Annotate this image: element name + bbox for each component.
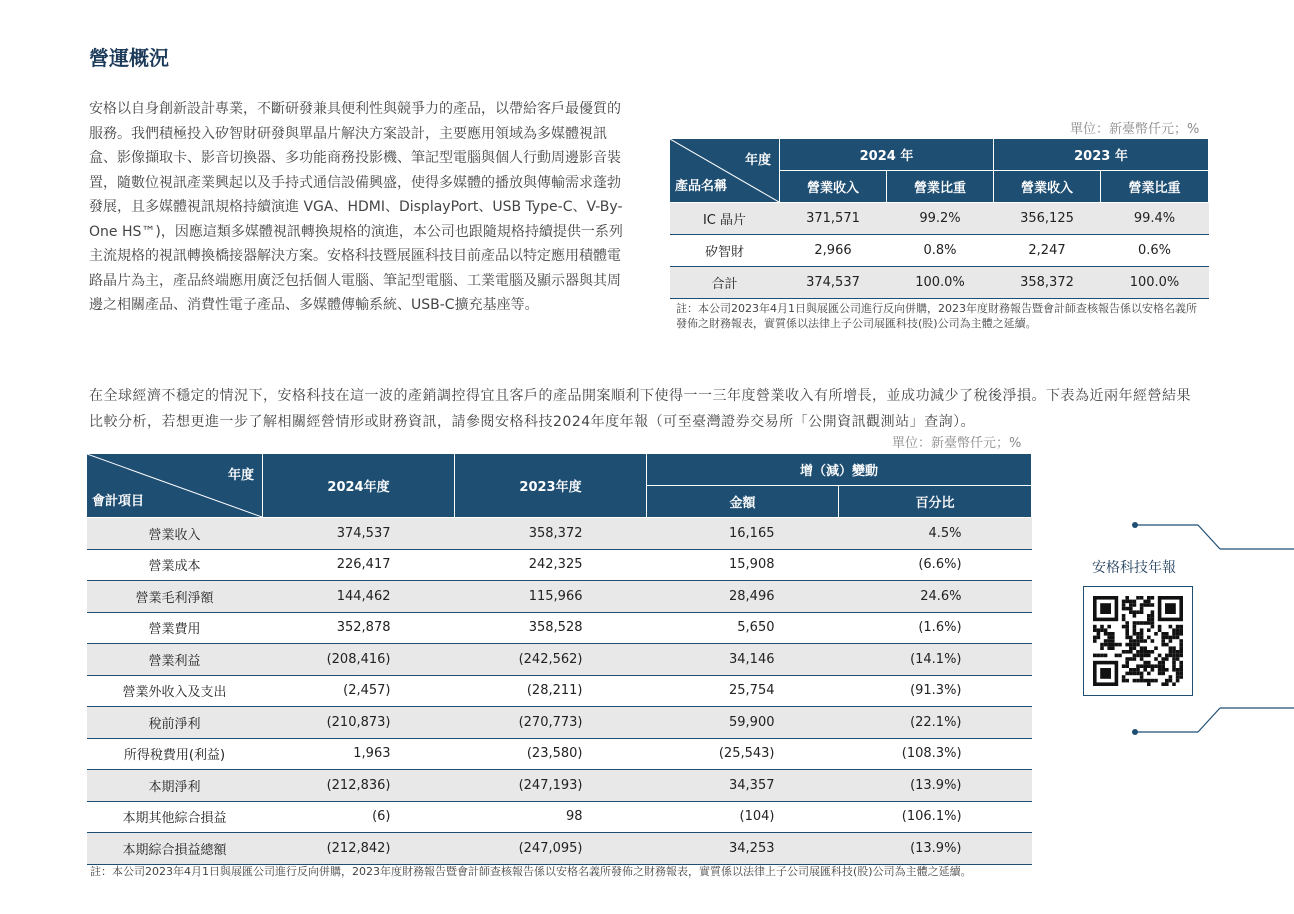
revenue-table-note: 註：本公司2023年4月1日與展匯公司進行反向併購，2023年度財務報告暨會計師查核報告係以安格名義所發佈之財務報表，實質係以法律上子公司展匯科技(股)公司為主體之延續。 <box>676 302 1197 330</box>
change-percent: (14.1%) <box>839 644 1032 676</box>
annual-report-qr-link[interactable] <box>1083 586 1193 696</box>
table-row <box>87 549 1032 581</box>
change-amount: (25,543) <box>647 738 839 770</box>
table-row <box>87 833 1032 865</box>
table-row <box>87 801 1032 833</box>
value-2023: (28,211) <box>455 675 647 707</box>
account-item: 本期淨利 <box>87 770 263 802</box>
value-2023: 358,372 <box>455 518 647 550</box>
product-name: IC 晶片 <box>670 203 780 235</box>
product-name: 合計 <box>670 267 780 299</box>
revenue-2023: 358,372 <box>994 267 1101 299</box>
share-2024: 100.0% <box>887 267 994 299</box>
revenue-unit-label: 單位：新臺幣仟元；% <box>1070 122 1200 137</box>
table-row <box>87 770 1032 802</box>
year-2023-header: 2023 年 <box>994 139 1209 171</box>
revenue-2024: 2,966 <box>780 235 887 267</box>
revenue-2024: 374,537 <box>780 267 887 299</box>
percent-header: 百分比 <box>839 486 1032 518</box>
share-2023: 0.6% <box>1101 235 1209 267</box>
share-2023: 99.4% <box>1101 203 1209 235</box>
value-2024: (212,842) <box>263 833 455 865</box>
annual-report-label: 安格科技年報 <box>1092 560 1176 576</box>
account-item: 稅前淨利 <box>87 707 263 739</box>
change-amount: 15,908 <box>647 549 839 581</box>
table-row <box>670 267 1209 299</box>
change-percent: (91.3%) <box>839 675 1032 707</box>
account-item: 營業費用 <box>87 612 263 644</box>
value-2024: (208,416) <box>263 644 455 676</box>
results-unit-label: 單位：新臺幣仟元；% <box>892 436 1022 451</box>
diagonal-header-cell <box>87 454 263 518</box>
year-2024-header: 2024 年 <box>780 139 994 171</box>
operating-results-table <box>86 453 1032 865</box>
value-2023: 358,528 <box>455 612 647 644</box>
change-amount: 34,253 <box>647 833 839 865</box>
share-2024: 0.8% <box>887 235 994 267</box>
revenue-by-product-table <box>669 138 1209 299</box>
value-2024: (210,873) <box>263 707 455 739</box>
revenue-2023: 356,125 <box>994 203 1101 235</box>
amount-header: 金額 <box>647 486 839 518</box>
share-2023: 100.0% <box>1101 267 1209 299</box>
change-percent: (22.1%) <box>839 707 1032 739</box>
account-item: 本期其他綜合損益 <box>87 801 263 833</box>
account-item: 營業利益 <box>87 644 263 676</box>
value-2024: 374,537 <box>263 518 455 550</box>
change-percent: 4.5% <box>839 518 1032 550</box>
value-2024: 226,417 <box>263 549 455 581</box>
results-paragraph: 在全球經濟不穩定的情況下，安格科技在這一波的產銷調控得宜且客戶的產品開案順利下使得一一三年度營業收入有所增長，並成功減少了稅後淨損。下表為近兩年經營結果比較分析，若想更進一步了解相關經營情形或財務資訊，請參閱安格科技2024年度年報（可至臺灣證券交易所「公開資訊觀測站」查詢）。 <box>89 388 1191 430</box>
value-2024: 144,462 <box>263 581 455 613</box>
change-percent: (6.6%) <box>839 549 1032 581</box>
value-2024: (6) <box>263 801 455 833</box>
header-product-label: 產品名稱 <box>675 179 728 194</box>
value-2024: 352,878 <box>263 612 455 644</box>
value-2024: (212,836) <box>263 770 455 802</box>
value-2024: (2,457) <box>263 675 455 707</box>
table-row <box>87 612 1032 644</box>
change-amount: 59,900 <box>647 707 839 739</box>
diagonal-header-cell <box>670 139 780 203</box>
change-amount: 5,650 <box>647 612 839 644</box>
change-amount: 34,357 <box>647 770 839 802</box>
change-amount: (104) <box>647 801 839 833</box>
table-row <box>87 675 1032 707</box>
revenue-2024: 371,571 <box>780 203 887 235</box>
revenue-2024-header: 營業收入 <box>780 171 887 203</box>
revenue-2023-header: 營業收入 <box>994 171 1101 203</box>
change-percent: (106.1%) <box>839 801 1032 833</box>
value-2023: 115,966 <box>455 581 647 613</box>
change-percent: (108.3%) <box>839 738 1032 770</box>
table-row <box>87 644 1032 676</box>
share-2023-header: 營業比重 <box>1101 171 1209 203</box>
account-item: 營業毛利淨額 <box>87 581 263 613</box>
table-row <box>670 235 1209 267</box>
change-percent: (13.9%) <box>839 833 1032 865</box>
account-item: 營業外收入及支出 <box>87 675 263 707</box>
value-2023: (247,095) <box>455 833 647 865</box>
table-row <box>87 738 1032 770</box>
table-row <box>87 707 1032 739</box>
qr-code-icon <box>1093 596 1183 686</box>
table-row <box>87 518 1032 550</box>
change-percent: (1.6%) <box>839 612 1032 644</box>
value-2023: 98 <box>455 801 647 833</box>
change-amount: 16,165 <box>647 518 839 550</box>
change-amount: 34,146 <box>647 644 839 676</box>
account-item: 營業成本 <box>87 549 263 581</box>
change-percent: (13.9%) <box>839 770 1032 802</box>
change-amount: 25,754 <box>647 675 839 707</box>
product-name: 矽智財 <box>670 235 780 267</box>
value-2023: (242,562) <box>455 644 647 676</box>
account-item: 營業收入 <box>87 518 263 550</box>
change-header: 增（減）變動 <box>647 454 1032 486</box>
value-2023: 242,325 <box>455 549 647 581</box>
change-percent: 24.6% <box>839 581 1032 613</box>
header-year-label: 年度 <box>227 468 254 483</box>
results-table-note: 註：本公司2023年4月1日與展匯公司進行反向併購，2023年度財務報告暨會計師查核報告係以安格名義所發佈之財務報表，實質係以法律上子公司展匯科技(股)公司為主體之延續。 <box>90 865 972 878</box>
year-2024-header: 2024年度 <box>263 454 455 518</box>
page-title: 營運概況 <box>89 46 169 70</box>
revenue-2023: 2,247 <box>994 235 1101 267</box>
value-2023: (270,773) <box>455 707 647 739</box>
header-year-label: 年度 <box>744 153 771 168</box>
change-amount: 28,496 <box>647 581 839 613</box>
account-item: 本期綜合損益總額 <box>87 833 263 865</box>
account-item: 所得稅費用(利益) <box>87 738 263 770</box>
value-2024: 1,963 <box>263 738 455 770</box>
share-2024-header: 營業比重 <box>887 171 994 203</box>
share-2024: 99.2% <box>887 203 994 235</box>
intro-paragraph: 安格以自身創新設計專業，不斷研發兼具便利性與競爭力的產品，以帶給客戶最優質的服務。我們積極投入矽智財研發與單晶片解決方案設計，主要應用領域為多媒體視訊盒、影像擷取卡、影音切換器、多功能商務投影機、筆記型電腦與個人行動周邊影音裝置，隨數位視訊產業興起以及手持式通信設備興盛，使得多媒體的播放與傳輸需求蓬勃發展，且多媒體視訊規格持續演進 VGA、HDMI、DisplayPort、USB Type-C、V-By-One HS™)，因應這類多媒體視訊轉換規格的演進，本公司也跟隨規格持續提供一系列主流規格的視訊轉換橋接器解決方案。安格科技暨展匯科技目前產品以特定應用積體電路晶片為主，產品終端應用廣泛包括個人電腦、筆記型電腦、工業電腦及顯示器與其周邊之相關產品、消費性電子產品、多媒體傳輸系統、USB-C擴充基座等。 <box>89 101 623 313</box>
header-item-label: 會計項目 <box>92 494 145 509</box>
value-2023: (23,580) <box>455 738 647 770</box>
value-2023: (247,193) <box>455 770 647 802</box>
year-2023-header: 2023年度 <box>455 454 647 518</box>
table-row <box>87 581 1032 613</box>
table-row <box>670 203 1209 235</box>
